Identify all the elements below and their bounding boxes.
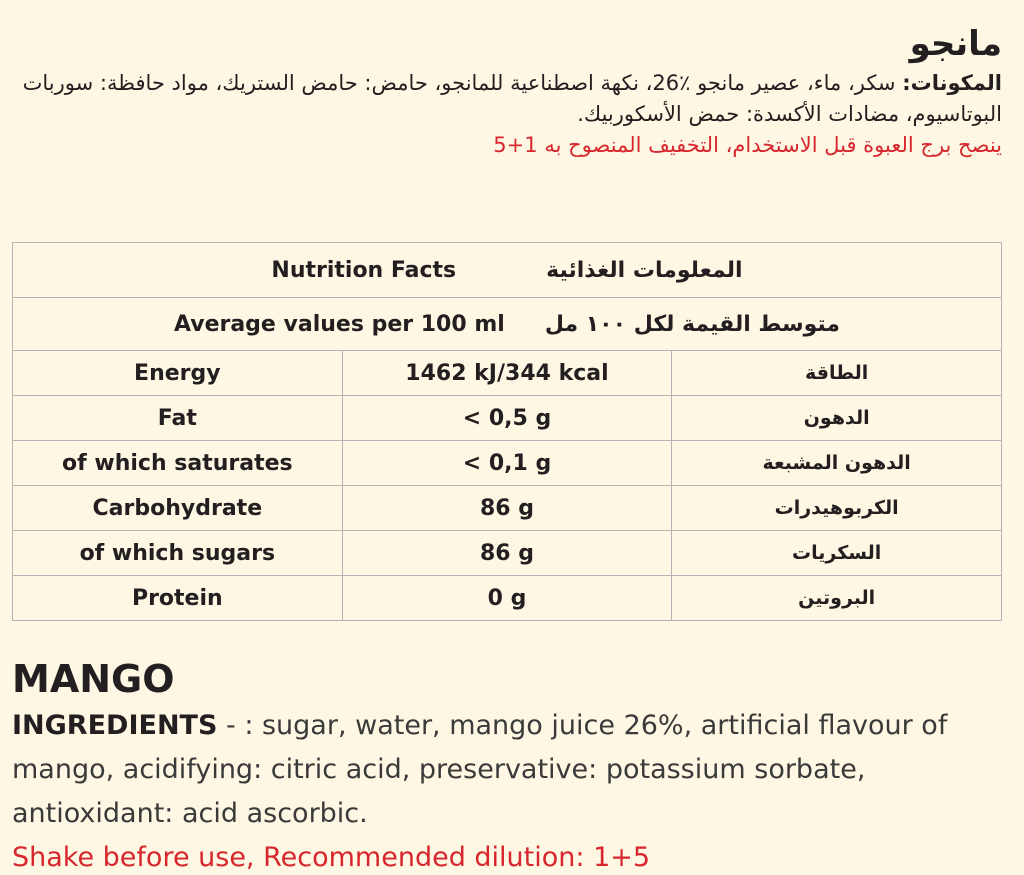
nutrient-name-ar: الكربوهيدرات: [672, 486, 1002, 531]
arabic-product-title: مانجو: [909, 24, 1002, 64]
nutrient-name-ar: الطاقة: [672, 351, 1002, 396]
table-row: [13, 441, 1002, 486]
arabic-shake-instruction: ينصح برج العبوة قبل الاستخدام، التخفيف المنصوح به 1+5: [493, 133, 1002, 157]
nutrition-subheader-en: Average values per 100 ml: [173, 311, 505, 337]
nutrient-name-ar: السكريات: [672, 531, 1002, 576]
table-row: [13, 396, 1002, 441]
table-row: [13, 486, 1002, 531]
nutrient-name-en: Fat: [13, 396, 343, 441]
nutrient-name-ar: الدهون المشبعة: [672, 441, 1002, 486]
english-product-title: MANGO: [12, 657, 175, 701]
nutrition-header-en: Nutrition Facts: [271, 257, 457, 283]
nutrition-subheader-ar: متوسط القيمة لكل ١٠٠ مل: [544, 311, 840, 337]
nutrient-value: 86 g: [342, 531, 672, 576]
nutrient-name-en: Protein: [13, 576, 343, 621]
nutrient-name-en: Carbohydrate: [13, 486, 343, 531]
nutrient-value: 0 g: [342, 576, 672, 621]
english-shake-instruction: Shake before use, Recommended dilution: 1+5: [12, 842, 651, 873]
english-ingredients-label: INGREDIENTS: [12, 710, 218, 741]
nutrition-header-row: [13, 243, 1002, 298]
nutrient-value: 86 g: [342, 486, 672, 531]
nutrient-value: 1462 kJ/344 kcal: [342, 351, 672, 396]
table-row: [13, 351, 1002, 396]
table-row: [13, 531, 1002, 576]
english-ingredients: [12, 704, 1012, 836]
nutrition-header-ar: المعلومات الغذائية: [546, 257, 743, 283]
table-row: [13, 576, 1002, 621]
arabic-section: [12, 22, 1002, 161]
nutrient-value: < 0,5 g: [342, 396, 672, 441]
nutrient-name-ar: الدهون: [672, 396, 1002, 441]
english-ingredients-text: - : sugar, water, mango juice 26%, artificial flavour of mango, acidifying: citric acid, preservative: potassium sorbate, antioxidant: acid ascorbic.: [12, 710, 948, 829]
nutrient-name-en: of which sugars: [13, 531, 343, 576]
arabic-ingredients: [12, 68, 1002, 130]
nutrient-name-en: Energy: [13, 351, 343, 396]
arabic-ingredients-text: سكر، ماء، عصير مانجو ٪26، نكهة اصطناعية للمانجو، حامض: حامض الستريك، مواد حافظة: سوربات البوتاسيوم، مضادات الأكسدة: حمض الأسكوربيك.: [22, 71, 1002, 126]
arabic-ingredients-label: المكونات:: [902, 71, 1002, 95]
nutrition-table: [12, 242, 1002, 621]
nutrient-name-ar: البروتين: [672, 576, 1002, 621]
nutrient-name-en: of which saturates: [13, 441, 343, 486]
nutrient-value: < 0,1 g: [342, 441, 672, 486]
english-section: [12, 654, 1012, 875]
nutrition-subheader-row: [13, 298, 1002, 351]
